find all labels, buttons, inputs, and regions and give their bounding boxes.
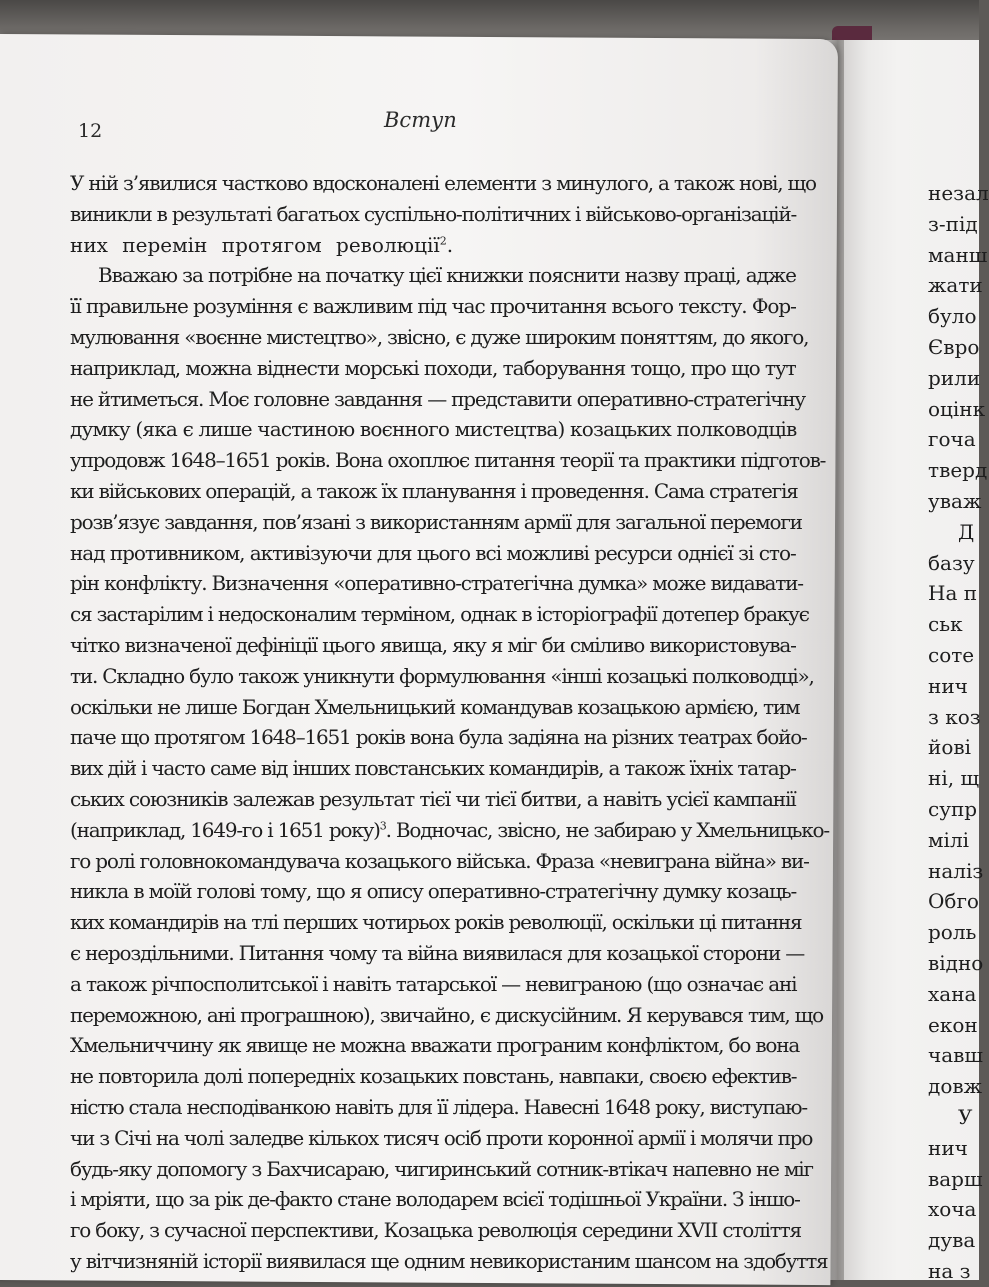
right-page-line: чавш <box>928 1043 983 1068</box>
right-page-line: хоча <box>928 1197 977 1222</box>
text-line-content: упродовж 1648–1651 років. Вона охоплює питання теорії та практики підготов- <box>70 448 826 473</box>
right-page-line: з коз <box>928 704 981 729</box>
text-line <box>70 1246 828 1277</box>
text-line <box>70 815 829 846</box>
text-line-content: будь-яку допомогу з Бахчисараю, чигиринський сотник-втікач напевно не міг <box>70 1156 813 1181</box>
right-page-line: На п <box>928 581 978 606</box>
text-line-content: го боку, з сучасної перспективи, Козацька революція середини XVII століття <box>70 1218 801 1243</box>
text-line-content: ністю стала несподіванкою навіть для її лідера. Навесні 1648 року, виступаю- <box>70 1094 807 1119</box>
text-line-content: (наприклад, 1649-го і 1651 року) <box>70 817 380 842</box>
text-line <box>70 846 809 877</box>
text-line-content: оскільки не лише Богдан Хмельницький командував козацькою армією, тим <box>70 694 800 719</box>
text-line <box>70 168 816 199</box>
right-page-line: манш <box>928 242 988 267</box>
text-line-content: ких командирів на тлі перших чотирьох років революції, оскільки ці питання <box>70 910 802 935</box>
right-page-line: дува <box>928 1228 976 1253</box>
text-line <box>70 1030 800 1061</box>
text-line <box>70 784 796 815</box>
right-page-line: відно <box>928 950 984 975</box>
text-line-content: не повторила долі попередніх козацьких повстань, навпаки, своєю ефектив- <box>70 1064 797 1089</box>
text-line-content: чітко визначеної дефініції цього явища, яку я міг би сміливо використовува- <box>70 632 796 657</box>
right-page-line: ні, щ <box>928 766 980 791</box>
right-page-line: супр <box>928 796 978 821</box>
text-line-content: ся застарілим і недосконалим терміном, однак в історіографії дотепер бракує <box>70 602 809 627</box>
right-page-line: нич <box>928 673 968 698</box>
text-line <box>70 969 796 1000</box>
text-line-content: не йтиметься. Моє головне завдання — представити оперативно-стратегічну <box>70 386 805 411</box>
text-line <box>70 1000 823 1031</box>
text-line-content: є нероздільними. Питання чому та війна виявилася для козацької сторони — <box>70 940 805 965</box>
text-line-content: над противником, активізуючи для цього всі можливі ресурси однієї зі сто- <box>70 540 796 565</box>
right-page-line: незал <box>928 181 989 205</box>
text-line <box>70 1215 801 1246</box>
text-line <box>70 568 803 599</box>
text-line <box>70 661 814 692</box>
text-line-content: го ролі головнокомандувача козацького війська. Фраза «невиграна війна» ви- <box>70 848 809 873</box>
page-number: 12 <box>78 120 103 142</box>
right-page-line: жати <box>928 273 983 298</box>
right-page-line: нич <box>928 1135 968 1160</box>
text-line-content: никла в моїй голові тому, що я опису оперативно-стратегічну думку козаць- <box>70 879 797 904</box>
footnote-marker: 3 <box>379 819 386 833</box>
text-line <box>70 938 805 969</box>
body-text <box>70 168 829 1277</box>
text-line-content: вих дій і часто саме від інших повстанських командирів, а також їхніх татар- <box>70 756 796 781</box>
text-line <box>70 630 796 661</box>
text-line <box>70 1061 796 1092</box>
text-line-content: розв’язує завдання, пов’язані з використанням армії для загальної перемоги <box>70 509 802 534</box>
right-page-text <box>928 178 988 1287</box>
text-line <box>70 260 796 291</box>
text-line <box>70 507 802 538</box>
text-line-continuation: . <box>446 232 454 257</box>
right-page-line: варш <box>928 1166 983 1191</box>
right-page-line: мілі <box>928 827 970 852</box>
right-page-line: Євро <box>928 334 980 359</box>
right-page-line: соте <box>928 642 975 667</box>
right-page-line: йові <box>928 735 972 760</box>
text-line <box>70 445 826 476</box>
right-page-line: базу <box>928 550 975 575</box>
text-line <box>70 322 809 353</box>
right-page-line: довж <box>928 1074 983 1099</box>
text-line <box>70 476 796 507</box>
text-line <box>70 414 796 445</box>
right-page-line: Д <box>958 519 975 544</box>
text-line-content: переможною, ані програшною), звичайно, є дискусійним. Я керувався тим, що <box>70 1002 823 1027</box>
right-page-line: було <box>928 304 977 329</box>
text-line-content: а також річпосполитської і навіть татарської — невиграною (що означає ані <box>70 971 797 996</box>
text-line <box>70 384 805 415</box>
right-page-line: оцінк <box>928 396 986 421</box>
text-line <box>70 1184 800 1215</box>
text-line-content: і мріяти, що за рік де-факто стане володарем всієї тодішньої України. З іншо- <box>70 1187 800 1212</box>
right-page-line: на з <box>928 1258 971 1283</box>
text-line-content: Хмельниччину як явище не можна вважати програним конфліктом, бо вона <box>70 1033 800 1058</box>
text-line-content: ки військових операцій, а також їх планування і проведення. Сама стратегія <box>70 478 798 503</box>
right-page-line: роль <box>928 920 977 945</box>
text-line-content: її правильне розуміння є важливим під час прочитання всього тексту. Фор- <box>70 294 796 319</box>
right-page-line: з-під <box>928 211 978 236</box>
text-line <box>70 199 796 230</box>
right-page-line: ськ <box>928 612 963 637</box>
text-line <box>70 538 796 569</box>
text-line-content: мулювання «воєнне мистецтво», звісно, є дуже широким поняттям, до якого, <box>70 324 809 349</box>
right-page-line: гоча <box>928 427 976 452</box>
right-page-line: наліз <box>928 858 984 883</box>
text-line <box>70 353 796 384</box>
text-line <box>70 692 800 723</box>
text-line <box>70 230 796 261</box>
right-page-line: уваж <box>928 488 982 513</box>
text-line-content: у вітчизняній історії виявилася ще одним невикористаним шансом на здобуття <box>70 1248 828 1273</box>
right-page-line: Обго <box>928 889 979 914</box>
text-line-content: паче що протягом 1648–1651 років вона була задіяна на різних театрах бойо- <box>70 725 807 750</box>
footnote-marker: 2 <box>439 233 447 247</box>
text-line-content: рін конфлікту. Визначення «оперативно-стратегічна думка» може видавати- <box>70 571 803 596</box>
text-line <box>70 599 809 630</box>
text-line-content: чи з Січі на чолі заледве кількох тисяч осіб проти коронної армії і молячи про <box>70 1125 813 1150</box>
text-line-content: Вважаю за потрібне на початку цієї книжки пояснити назву праці, адже <box>98 263 796 288</box>
text-line-content: них перемін протягом революції <box>70 232 440 257</box>
running-head-title: Вступ <box>384 108 457 132</box>
text-line-content: У ній з’явилися частково вдосконалені елементи з минулого, а також нові, що <box>70 171 816 195</box>
text-line <box>70 291 796 322</box>
text-line <box>70 1123 813 1154</box>
right-page-line: рили <box>928 365 981 390</box>
text-line <box>70 876 796 907</box>
text-line-continuation: . Водночас, звісно, не забираю у Хмельницько- <box>385 817 829 842</box>
text-line-content: виникли в результаті багатьох суспільно-політичних і військово-організацій- <box>70 201 797 226</box>
text-line <box>70 753 796 784</box>
right-page-line: хана <box>928 981 977 1006</box>
text-line-content: думку (яка є лише частиною воєнного мистецтва) козацьких полководців <box>70 417 797 442</box>
right-page-line: екон <box>928 1012 978 1037</box>
text-line <box>70 907 802 938</box>
text-line <box>70 1092 807 1123</box>
text-line <box>70 722 807 753</box>
text-line-content: наприклад, можна віднести морські походи, таборування тощо, про що тут <box>70 355 796 380</box>
text-line <box>70 1154 813 1185</box>
text-line-content: ти. Складно було також уникнути формулювання «інші козацькі полководці», <box>70 663 814 688</box>
text-line-content: ських союзників залежав результат тієї чи тієї битви, а навіть усієї кампанії <box>70 786 796 811</box>
right-page-line: У <box>958 1104 973 1129</box>
right-page-line: тверд <box>928 458 988 483</box>
